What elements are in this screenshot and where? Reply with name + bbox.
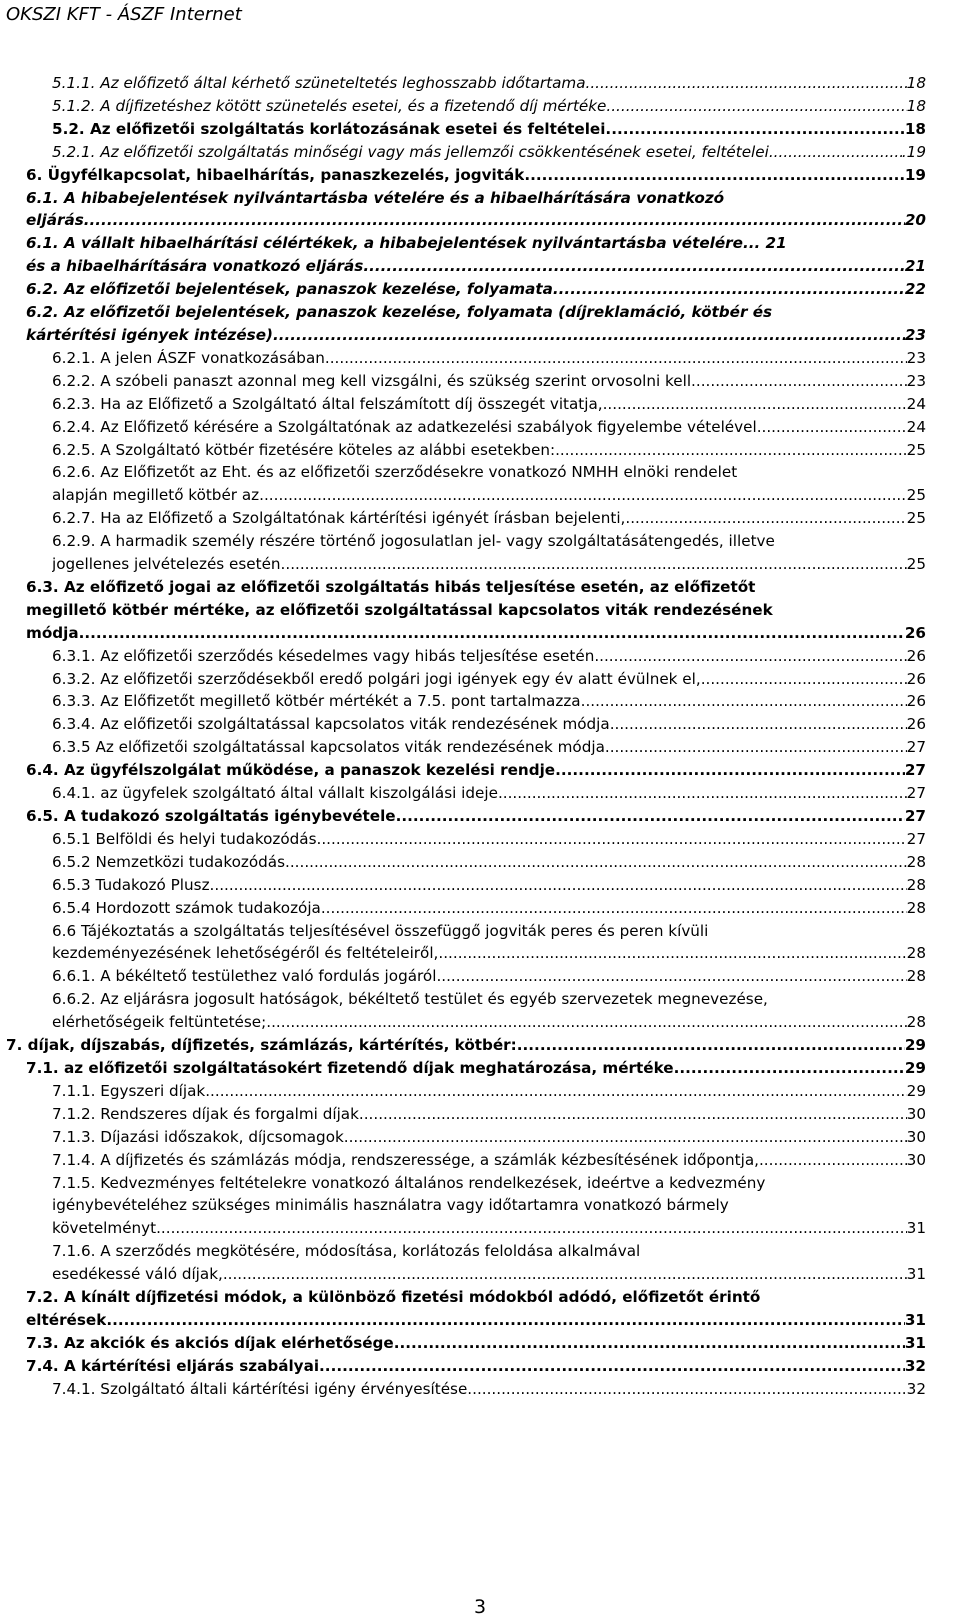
toc-entry[interactable] — [26, 782, 926, 805]
toc-entry-label: 6.5.2 Nemzetközi tudakozódás — [52, 852, 286, 871]
toc-entry[interactable] — [26, 164, 926, 187]
toc-entry-page: 23 — [906, 348, 926, 367]
toc-entry[interactable] — [26, 141, 926, 164]
toc-entry[interactable] — [26, 897, 926, 920]
dot-leader — [603, 393, 907, 416]
dot-leader — [553, 278, 905, 301]
toc-entry-title-line: 6.6 Tájékoztatás a szolgáltatás teljesítésével összefüggő jogviták peres és peren kívüli — [52, 921, 709, 940]
dot-leader — [555, 759, 905, 782]
toc-entry[interactable] — [26, 118, 926, 141]
toc-entry-label: 7.4.1. Szolgáltató általi kártérítési igény érvényesítése — [52, 1379, 468, 1398]
toc-entry[interactable] — [26, 965, 926, 988]
toc-entry-title-line: 6.2.6. Az Előfizetőt az Eht. és az előfizetői szerződésekre vonatkozó NMHH elnöki rendelet — [52, 463, 738, 482]
toc-entry-label: jogellenes jelvételezés esetén — [52, 555, 281, 574]
toc-entry[interactable] — [26, 1057, 926, 1080]
toc-entry-label: 6.2. Az előfizetői bejelentések, panaszok kezelése, folyamata — [26, 280, 553, 299]
toc-entry-label: eljárás — [26, 211, 84, 230]
dot-leader — [363, 255, 905, 278]
toc-entry-label: kártérítési igények intézése) — [26, 325, 273, 344]
toc-entry-page: 27 — [906, 829, 926, 848]
toc-entry-label: 6.2.3. Ha az Előfizető a Szolgáltató által felszámított díj összegét vitatja, — [52, 394, 603, 413]
page-number: 3 — [473, 1596, 487, 1618]
toc-entry[interactable] — [26, 1332, 926, 1355]
toc-entry-page: 25 — [906, 440, 926, 459]
toc-entry-title-line: 7.1.5. Kedvezményes feltételekre vonatkozó általános rendelkezések, ideértve a kedvezmény — [52, 1173, 766, 1192]
toc-entry[interactable] — [26, 805, 926, 828]
toc-entry[interactable] — [26, 301, 926, 347]
toc-entry-label: 6.2.1. A jelen ÁSZF vonatkozásában — [52, 348, 325, 367]
toc-entry-page: 24 — [906, 394, 926, 413]
toc-entry-label: 5.2. Az előfizetői szolgáltatás korlátozásának esetei és feltételei — [52, 119, 606, 138]
toc-entry-label: 6.5. A tudakozó szolgáltatás igénybevétele — [26, 807, 396, 825]
toc-entry-label: eltérések — [26, 1310, 107, 1329]
toc-entry[interactable] — [26, 370, 926, 393]
toc-entry-title-line: 6.1. A vállalt hibaelhárítási célértékek, a hibabejelentések nyilvántartásba vételére... 21 — [26, 234, 787, 253]
toc-entry-title-line: 6.2. Az előfizetői bejelentések, panaszok kezelése, folyamata (díjreklamáció, kötbér és — [26, 303, 773, 322]
toc-entry-page: 18 — [906, 74, 926, 92]
toc-entry[interactable] — [26, 1149, 926, 1172]
toc-entry-page: 25 — [906, 486, 926, 505]
dot-leader — [317, 828, 907, 851]
toc-entry-page: 27 — [906, 784, 926, 803]
toc-entry-title-line: 6.1. A hibabejelentések nyilvántartásba vételére és a hibaelhárítására vonatkozó — [26, 188, 725, 207]
toc-entry-page: 31 — [904, 1310, 926, 1329]
toc-entry[interactable] — [26, 1126, 926, 1149]
dot-leader — [594, 645, 906, 668]
toc-entry-label: módja — [26, 623, 79, 642]
toc-entry-label: 6.2.5. A Szolgáltató kötbér fizetésére köteles az alábbi esetekben: — [52, 440, 556, 459]
dot-leader — [605, 736, 907, 759]
toc-entry-title-line: 7.1.6. A szerződés megkötésére, módosítása, korlátozás feloldása alkalmával — [52, 1242, 641, 1261]
dot-leader — [396, 805, 905, 828]
dot-leader — [321, 897, 907, 920]
toc-entry-page: 31 — [906, 1219, 926, 1238]
toc-entry-page: 26 — [906, 669, 926, 688]
toc-entry[interactable] — [26, 1286, 926, 1332]
toc-entry[interactable] — [26, 507, 926, 530]
toc-entry-label: kezdeményezésének lehetőségéről és feltételeiről, — [52, 944, 439, 963]
toc-entry-page: 24 — [906, 417, 926, 436]
toc-entry-page: 31 — [904, 1333, 926, 1352]
dot-leader — [701, 668, 907, 691]
toc-entry[interactable] — [26, 1240, 926, 1286]
toc-entry[interactable] — [26, 920, 926, 966]
toc-entry-label: 6.4. Az ügyfélszolgálat működése, a panaszok kezelési rendje — [26, 761, 556, 780]
toc-entry-page: 26 — [906, 646, 926, 665]
toc-entry[interactable] — [26, 72, 926, 95]
dot-leader — [524, 164, 905, 187]
toc-entry-label: 6. Ügyfélkapcsolat, hibaelhárítás, panaszkezelés, jogviták — [26, 165, 525, 184]
toc-entry[interactable] — [26, 736, 926, 759]
dot-leader — [555, 439, 907, 462]
dot-leader — [344, 1126, 907, 1149]
page-header: OKSZI KFT - ÁSZF Internet — [6, 4, 242, 25]
dot-leader — [285, 851, 907, 874]
toc-entry-page: 30 — [906, 1150, 926, 1169]
dot-leader — [696, 370, 907, 393]
toc-entry-page: 29 — [904, 1058, 926, 1077]
dot-leader — [586, 72, 907, 95]
dot-leader — [84, 209, 905, 232]
toc-entry-title-line: 6.3. Az előfizető jogai az előfizetői szolgáltatás hibás teljesítése esetén, az előfizetőt — [26, 577, 756, 596]
toc-entry-page: 28 — [906, 944, 926, 963]
dot-leader — [517, 1034, 905, 1057]
dot-leader — [585, 690, 906, 713]
dot-leader — [606, 95, 906, 118]
toc-entry-page: 28 — [906, 1013, 926, 1032]
toc-entry-label: és a hibaelhárítására vonatkozó eljárás — [26, 257, 364, 276]
dot-leader — [757, 416, 907, 439]
toc-entry-label: elérhetőségeik feltüntetése; — [52, 1013, 267, 1032]
toc-entry-page: 28 — [906, 898, 926, 917]
toc-entry[interactable] — [26, 690, 926, 713]
toc-entry[interactable] — [26, 1378, 926, 1401]
toc-entry[interactable] — [26, 1080, 926, 1103]
dot-leader — [759, 1149, 907, 1172]
toc-entry[interactable] — [26, 713, 926, 736]
toc-entry-label: 6.3.4. Az előfizetői szolgáltatással kapcsolatos viták rendezésének módja — [52, 715, 610, 734]
toc-entry-label: 6.5.1 Belföldi és helyi tudakozódás — [52, 829, 317, 848]
toc-entry-label: 6.3.5 Az előfizetői szolgáltatással kapcsolatos viták rendezésének módja — [52, 738, 605, 757]
toc-entry-label: 6.5.3 Tudakozó Plusz — [52, 875, 210, 894]
toc-entry-title-line: 6.6.2. Az eljárásra jogosult hatóságok, békéltető testület és egyéb szervezetek megnevezése, — [52, 990, 768, 1009]
toc-entry[interactable] — [26, 232, 926, 278]
toc-entry[interactable] — [26, 851, 926, 874]
toc-entry-label: 5.1.2. A díjfizetéshez kötött szünetelés esetei, és a fizetendő díj mértéke — [52, 96, 607, 115]
dot-leader — [467, 1378, 906, 1401]
toc-entry-label: 6.2.4. Az Előfizető kérésére a Szolgáltatónak az adatkezelési szabályok figyelembe vételével — [52, 417, 757, 436]
toc-entry-page: 30 — [906, 1127, 926, 1146]
toc-entry-title-line: 7.2. A kínált díjfizetési módok, a különböző fizetési módokból adódó, előfizetőt érintő — [26, 1288, 761, 1307]
toc-entry-page: 27 — [904, 807, 926, 825]
dot-leader — [319, 1355, 905, 1378]
toc-entry-label: 5.1.1. Az előfizető által kérhető szüneteltetés leghosszabb időtartama — [52, 74, 586, 92]
dot-leader — [605, 118, 904, 141]
toc-entry-label: 6.4.1. az ügyfelek szolgáltató által vállalt kiszolgálási ideje — [52, 784, 498, 803]
dot-leader — [769, 141, 902, 164]
toc-entry-label: 7.1. az előfizetői szolgáltatásokért fizetendő díjak meghatározása, mértéke — [26, 1058, 674, 1077]
dot-leader — [438, 942, 906, 965]
toc-entry-page: 28 — [906, 875, 926, 894]
table-of-contents — [6, 72, 926, 1401]
toc-entry[interactable] — [26, 1103, 926, 1126]
dot-leader — [259, 484, 907, 507]
dot-leader — [223, 1263, 907, 1286]
toc-entry[interactable] — [26, 416, 926, 439]
toc-entry-page: 19 — [904, 165, 926, 184]
toc-entry-page: 26 — [904, 623, 926, 642]
toc-entry-label: 6.6.1. A békéltető testülethez való fordulás jogáról — [52, 967, 437, 986]
toc-entry[interactable] — [6, 1034, 926, 1057]
toc-entry[interactable] — [26, 439, 926, 462]
dot-leader — [106, 1309, 905, 1332]
dot-leader — [79, 622, 905, 645]
toc-entry-page: 32 — [904, 1356, 926, 1375]
toc-entry-page: 18 — [906, 96, 926, 115]
toc-entry-label: esedékessé váló díjak, — [52, 1265, 223, 1284]
dot-leader — [325, 347, 907, 370]
toc-entry-label: 7.1.4. A díjfizetés és számlázás módja, rendszeressége, a számlák kézbesítésének időpontja, — [52, 1150, 759, 1169]
dot-leader — [436, 965, 906, 988]
toc-entry-label: 7. díjak, díjszabás, díjfizetés, számlázás, kártérítés, kötbér: — [6, 1036, 517, 1055]
toc-entry-label: 6.5.4 Hordozott számok tudakozója — [52, 898, 321, 917]
toc-entry-page: 29 — [904, 1036, 926, 1055]
dot-leader — [498, 782, 907, 805]
toc-entry-page: 27 — [904, 761, 926, 780]
toc-entry-page: 30 — [906, 1104, 926, 1123]
dot-leader — [210, 874, 907, 897]
toc-entry-title-line: 6.2.9. A harmadik személy részére történő jogosulatlan jel- vagy szolgáltatásátengedés, illetve — [52, 532, 775, 551]
toc-entry[interactable] — [26, 645, 926, 668]
toc-entry[interactable] — [26, 278, 926, 301]
toc-entry-page: 23 — [904, 325, 926, 344]
toc-entry[interactable] — [26, 1355, 926, 1378]
toc-entry-page: 32 — [906, 1379, 926, 1398]
toc-entry[interactable] — [26, 874, 926, 897]
toc-entry-page: 29 — [906, 1081, 926, 1100]
toc-entry[interactable] — [26, 347, 926, 370]
toc-entry-page: 22 — [904, 280, 926, 299]
toc-entry-title-line: igénybevételéhez szükséges minimális használatra vagy időtartamra vonatkozó bármely — [52, 1196, 729, 1215]
toc-entry-page: 27 — [906, 738, 926, 757]
dot-leader — [273, 324, 905, 347]
toc-entry[interactable] — [26, 759, 926, 782]
toc-entry[interactable] — [26, 187, 926, 233]
toc-entry-label: 6.2.2. A szóbeli panaszt azonnal meg kell vizsgálni, és szükség szerint orvosolni kell. — [52, 371, 696, 390]
toc-entry[interactable] — [26, 95, 926, 118]
toc-entry[interactable] — [26, 988, 926, 1034]
dot-leader — [610, 713, 907, 736]
dot-leader — [266, 1011, 906, 1034]
dot-leader — [674, 1057, 905, 1080]
dot-leader — [281, 553, 907, 576]
toc-entry-label: követelményt — [52, 1219, 157, 1238]
toc-entry-page: 26 — [906, 692, 926, 711]
toc-entry[interactable] — [26, 828, 926, 851]
toc-entry[interactable] — [26, 461, 926, 507]
toc-entry-label: 6.3.1. Az előfizetői szerződés késedelmes vagy hibás teljesítése esetén — [52, 646, 595, 665]
toc-entry-page: 28 — [906, 852, 926, 871]
toc-entry-label: 6.2.7. Ha az Előfizető a Szolgáltatónak kártérítési igényét írásban bejelenti, — [52, 509, 626, 528]
dot-leader — [394, 1332, 905, 1355]
toc-entry[interactable] — [26, 393, 926, 416]
toc-entry-page: 25 — [906, 509, 926, 528]
dot-leader — [359, 1103, 907, 1126]
toc-entry[interactable] — [26, 530, 926, 576]
toc-entry-page: .19 — [901, 142, 926, 161]
dot-leader — [205, 1080, 906, 1103]
toc-entry-title-line: megillető kötbér mértéke, az előfizetői szolgáltatással kapcsolatos viták rendezésének — [26, 600, 773, 619]
toc-entry-page: 31 — [906, 1265, 926, 1284]
toc-entry-label: 7.3. Az akciók és akciós díjak elérhetősége — [26, 1333, 394, 1352]
toc-entry-page: 23 — [906, 371, 926, 390]
toc-entry-page: 28 — [906, 967, 926, 986]
toc-entry-label: 6.3.3. Az Előfizetőt megillető kötbér mértékét a 7.5. pont tartalmazza. — [52, 692, 586, 711]
toc-entry-page: 26 — [906, 715, 926, 734]
toc-entry-label: 7.4. A kártérítési eljárás szabályai — [26, 1356, 320, 1375]
toc-entry[interactable] — [26, 1172, 926, 1241]
dot-leader — [156, 1217, 907, 1240]
toc-entry-label: alapján megillető kötbér az — [52, 486, 260, 505]
toc-entry-label: 6.3.2. Az előfizetői szerződésekből eredő polgári jogi igények egy év alatt évülnek el, — [52, 669, 701, 688]
toc-entry-label: 7.1.1. Egyszeri díjak — [52, 1081, 206, 1100]
toc-entry-page: 18 — [904, 119, 926, 138]
toc-entry-label: 7.1.3. Díjazási időszakok, díjcsomagok — [52, 1127, 344, 1146]
dot-leader — [625, 507, 906, 530]
toc-entry-page: 25 — [906, 555, 926, 574]
toc-entry[interactable] — [26, 668, 926, 691]
toc-entry-label: 7.1.2. Rendszeres díjak és forgalmi díjak — [52, 1104, 359, 1123]
toc-entry-label: 5.2.1. Az előfizetői szolgáltatás minőségi vagy más jellemzői csökkentésének esetei, feltételei — [52, 142, 769, 161]
toc-entry-page: 20 — [904, 211, 926, 230]
toc-entry[interactable] — [26, 576, 926, 645]
toc-entry-page: 21 — [904, 257, 926, 276]
